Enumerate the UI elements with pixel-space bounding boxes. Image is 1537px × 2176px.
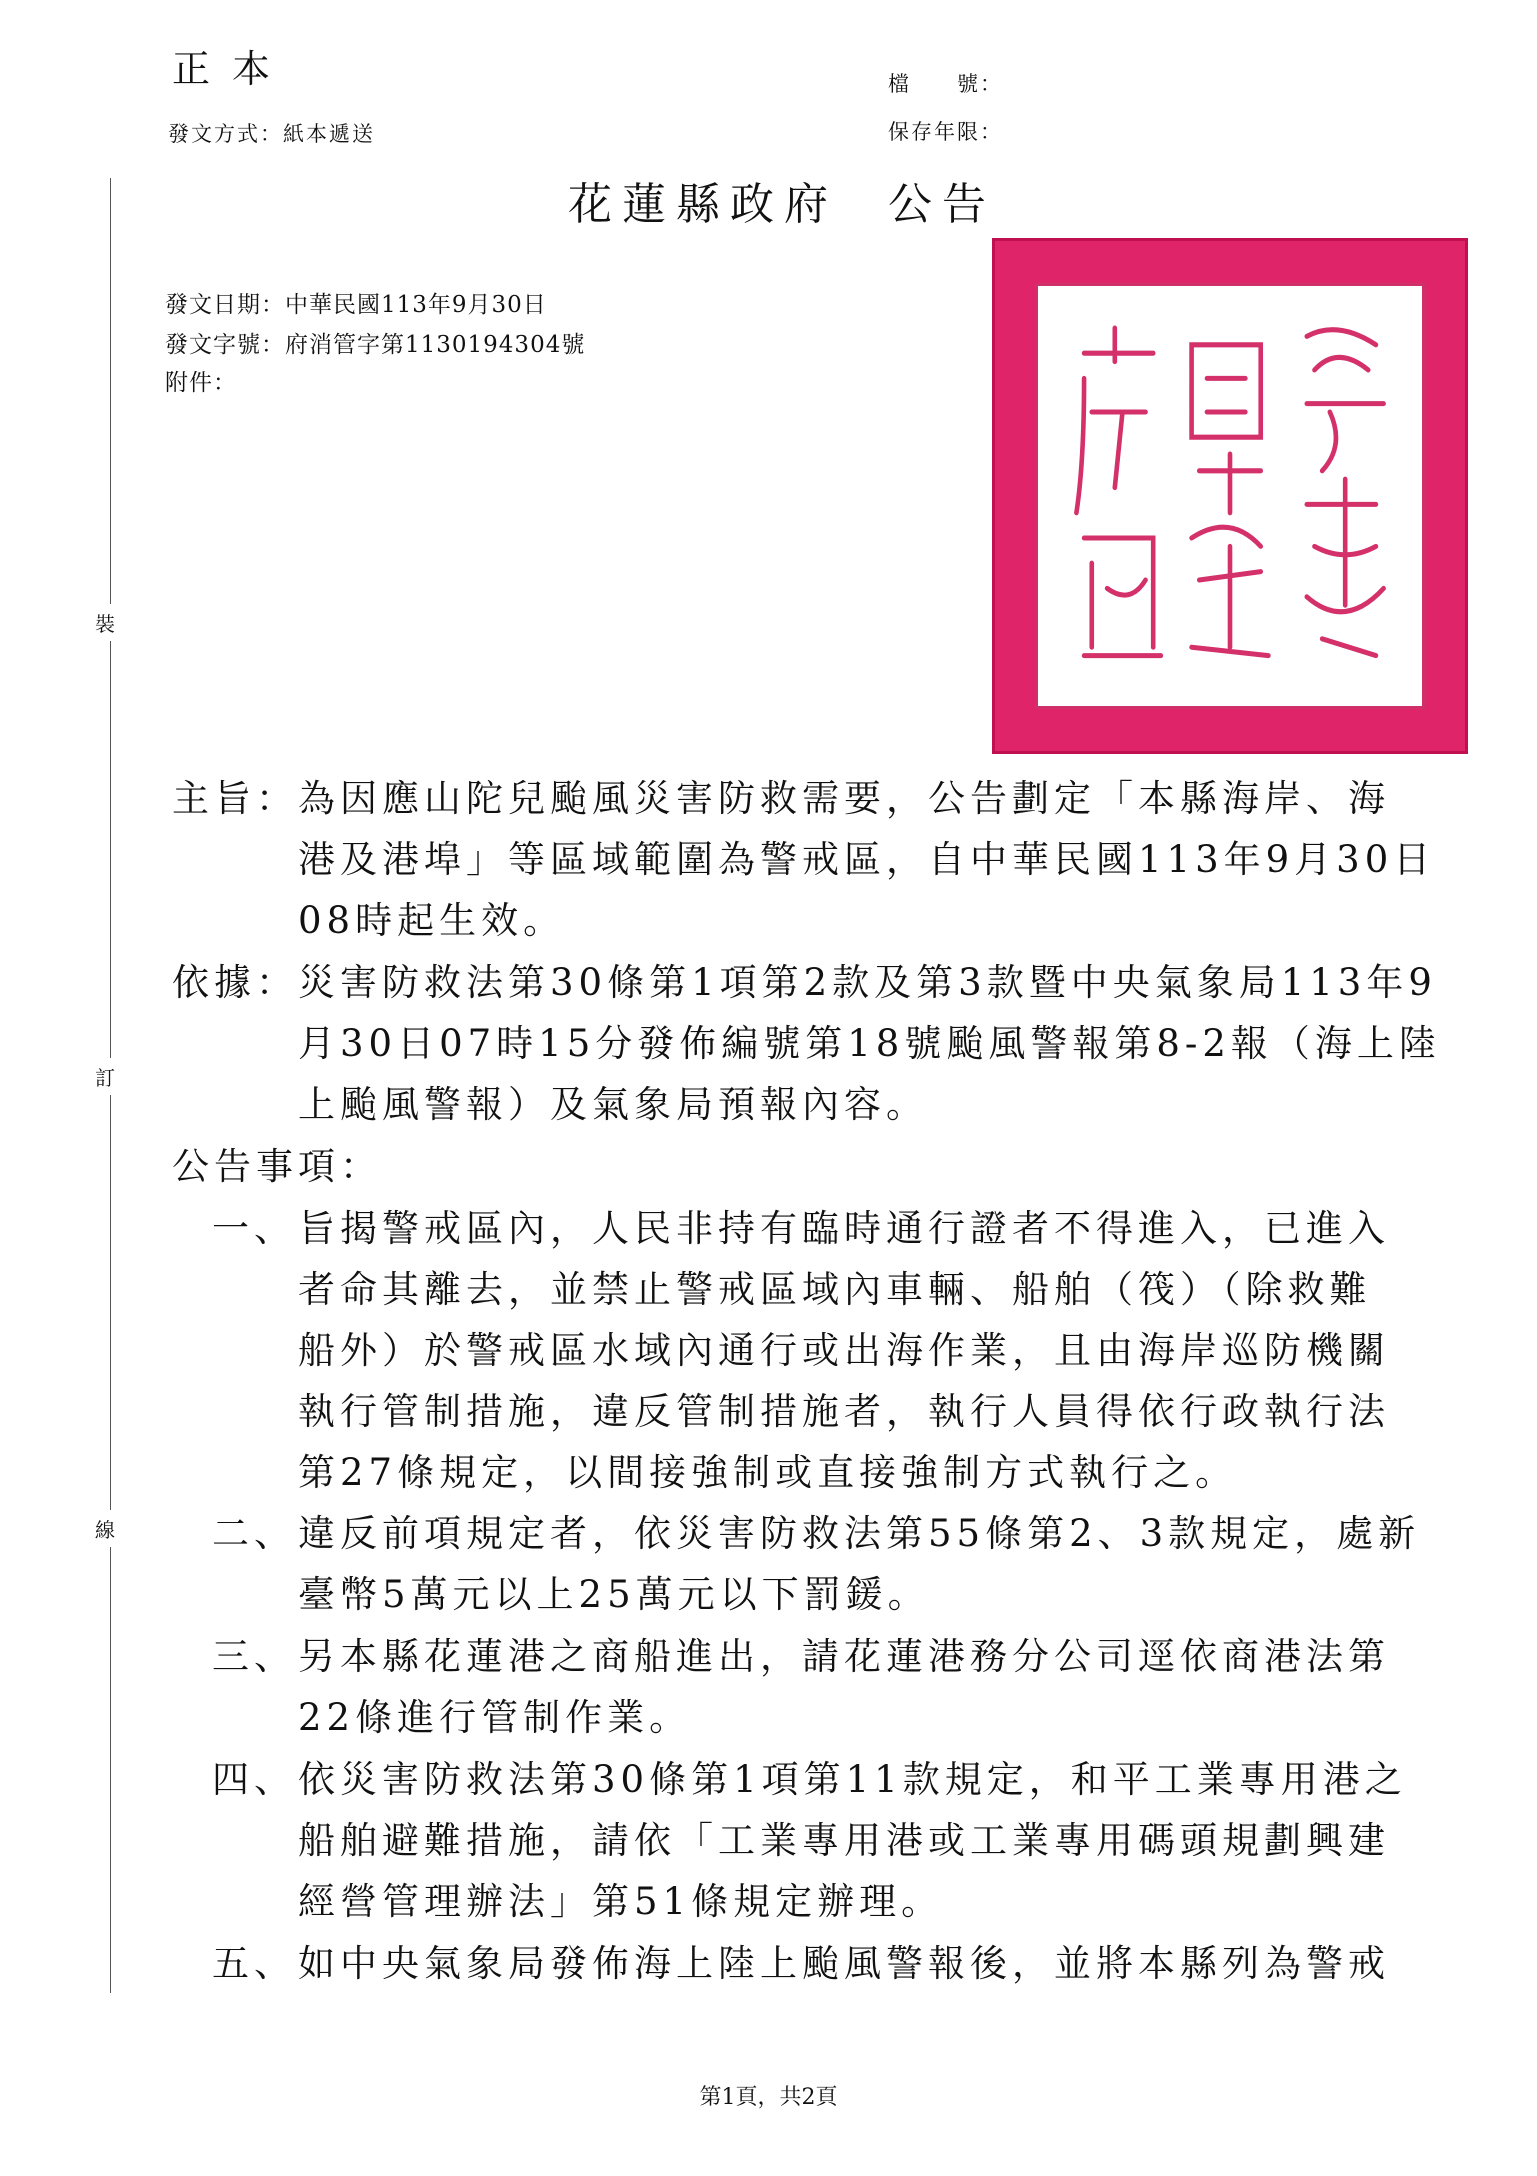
- item-3-line-2: 22條進行管制作業。: [298, 1696, 692, 1739]
- item-2-line-1: 違反前項規定者，依災害防救法第55條第2、3款規定，處新: [298, 1512, 1421, 1555]
- page-title: [568, 168, 996, 232]
- item-1-line-3: 船外）於警戒區水域內通行或出海作業，且由海岸巡防機關: [298, 1329, 1390, 1372]
- dispatch-date: 發文日期：中華民國113年9月30日: [165, 292, 547, 318]
- item-3-number: 三、: [212, 1635, 296, 1678]
- seal-inner: [1035, 283, 1425, 709]
- binding-mark-xian: 線: [95, 1510, 115, 1547]
- page-footer: 第1頁，共2頁: [699, 2085, 838, 2110]
- item-1-line-4: 執行管制措施，違反管制措施者，執行人員得依行政執行法: [298, 1390, 1390, 1433]
- item-1-line-1: 旨揭警戒區內，人民非持有臨時通行證者不得進入，已進入: [298, 1207, 1390, 1250]
- basis-line-1: 災害防救法第30條第1項第2款及第3款暨中央氣象局113年9: [298, 961, 1437, 1004]
- item-1-line-5: 第27條規定，以間接強制或直接強制方式執行之。: [298, 1451, 1238, 1494]
- doc-type: 公告: [888, 179, 996, 230]
- official-seal: [992, 238, 1468, 754]
- seal-glyphs-icon: [1038, 286, 1422, 706]
- retention-label: 保存年限：: [888, 120, 1003, 144]
- binding-mark-zhuang: 裝: [95, 604, 115, 641]
- subject-label: 主旨：: [172, 777, 298, 820]
- item-4-line-2: 船舶避難措施，請依「工業專用港或工業專用碼頭規劃興建: [298, 1819, 1390, 1862]
- item-2-number: 二、: [212, 1512, 296, 1555]
- item-5-line-1: 如中央氣象局發佈海上陸上颱風警報後，並將本縣列為警戒: [298, 1942, 1390, 1985]
- basis-line-2: 月30日07時15分發佈編號第18號颱風警報第8-2報（海上陸: [298, 1022, 1441, 1065]
- item-3-line-1: 另本縣花蓮港之商船進出，請花蓮港務分公司逕依商港法第: [298, 1635, 1390, 1678]
- attachment-label: 附件：: [165, 370, 237, 396]
- item-4-number: 四、: [212, 1758, 296, 1801]
- file-number-label: 檔 號：: [888, 72, 1003, 96]
- binding-mark-ding: 訂: [95, 1058, 115, 1095]
- item-4-line-3: 經營管理辦法」第51條規定辦理。: [298, 1880, 944, 1923]
- item-5-number: 五、: [212, 1942, 296, 1985]
- item-1-number: 一、: [212, 1207, 296, 1250]
- item-4-line-1: 依災害防救法第30條第1項第11款規定，和平工業專用港之: [298, 1758, 1407, 1801]
- basis-label: 依據：: [172, 961, 298, 1004]
- item-2-line-2: 臺幣5萬元以上25萬元以下罰鍰。: [298, 1573, 930, 1616]
- subject-line-3: 08時起生效。: [298, 899, 566, 942]
- items-heading: 公告事項：: [172, 1145, 382, 1188]
- agency-name: 花蓮縣政府: [568, 179, 838, 230]
- item-1-line-2: 者命其離去，並禁止警戒區域內車輛、船舶（筏）（除救難: [298, 1268, 1372, 1311]
- dispatch-method: 發文方式：紙本遞送: [168, 122, 375, 146]
- subject-line-2: 港及港埠」等區域範圍為警戒區，自中華民國113年9月30日: [298, 838, 1436, 881]
- basis-line-3: 上颱風警報）及氣象局預報內容。: [298, 1083, 928, 1126]
- copy-type: 正本: [172, 47, 293, 91]
- subject-line-1: 為因應山陀兒颱風災害防救需要，公告劃定「本縣海岸、海: [298, 777, 1390, 820]
- reference-number: 發文字號：府消管字第1130194304號: [165, 332, 586, 358]
